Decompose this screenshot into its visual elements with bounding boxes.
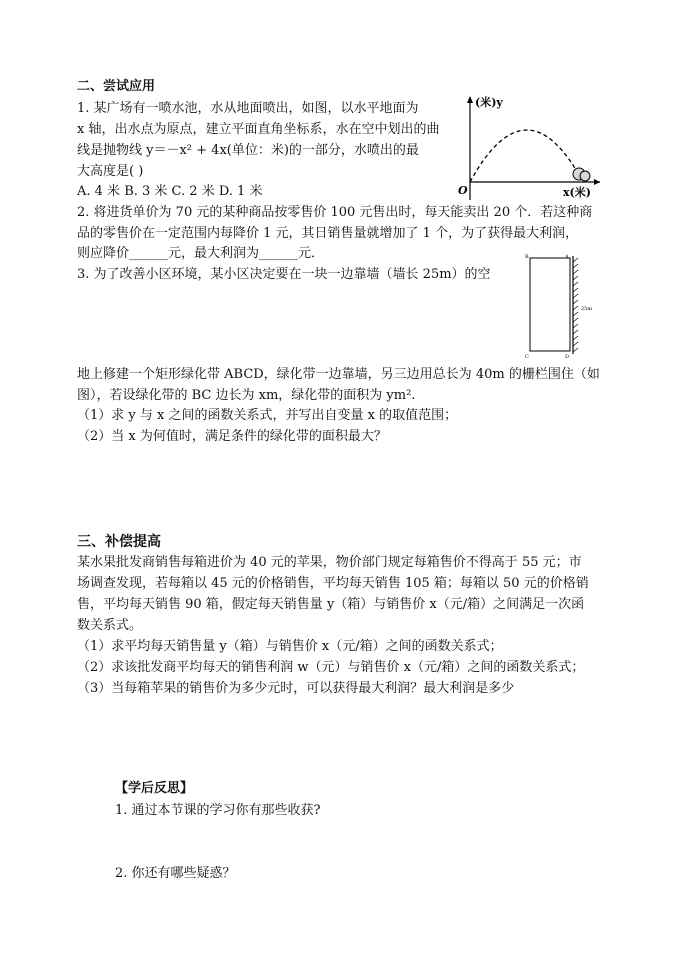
y-axis-arrow xyxy=(467,96,473,103)
q1-line-1: 1. 某广场有一喷水池，水从地面喷出，如图，以水平地面为 xyxy=(77,101,419,116)
s3-line-1: 某水果批发商销售每箱进价为 40 元的苹果，物价部门规定每箱售价不得高于 55 元；市 xyxy=(77,555,582,570)
x-axis-arrow xyxy=(594,179,600,185)
vertex-d-label: D xyxy=(565,354,570,360)
vertex-a-label: A xyxy=(565,254,569,260)
reflection-q1: 1. 通过本节课的学习你有那些收获? xyxy=(115,803,321,818)
y-axis-label: (米)y xyxy=(475,96,503,109)
q2-line-1: 2. 将进货单价为 70 元的某种商品按零售价 100 元售出时，每天能卖出 20 个．若这种商 xyxy=(77,205,593,220)
s3-part-1: （1）求平均每天销售量 y（箱）与销售价 x（元/箱）之间的函数关系式； xyxy=(77,639,503,654)
q3-line-2: 地上修建一个矩形绿化带 ABCD，绿化带一边靠墙，另三边用总长为 40m 的栅栏围住（如 xyxy=(77,367,600,382)
garden-rectangle-figure xyxy=(520,250,620,362)
q1-line-2: x 轴，出水点为原点，建立平面直角坐标系，水在空中划出的曲 xyxy=(77,122,440,137)
reflection-q2: 2. 你还有哪些疑惑？ xyxy=(115,866,236,881)
fountain-parabola-graph xyxy=(455,92,605,204)
garden-rect xyxy=(530,258,570,351)
water-arc xyxy=(470,130,583,182)
q2-line-2: 品的零售价在一定范围内每降价 1 元，其日销售量就增加了 1 个，为了获得最大利润， xyxy=(77,226,579,241)
s3-part-3: （3）当每箱苹果的销售价为多少元时，可以获得最大利润？最大利润是多少 xyxy=(77,681,515,696)
q1-line-3: 线是抛物线 y＝－x² + 4x(单位：米)的一部分，水喷出的最 xyxy=(77,143,419,158)
s3-line-4: 数关系式。 xyxy=(77,618,143,633)
q3-line-3: 图），若设绿化带的 BC 边长为 xm，绿化带的面积为 ym². xyxy=(77,388,416,403)
x-axis-label: x(米) xyxy=(563,186,591,199)
s3-line-3: 售，平均每天销售 90 箱，假定每天销售量 y（箱）与销售价 x（元/箱）之间满足一次函 xyxy=(77,597,585,612)
reflection-heading: 【学后反思】 xyxy=(115,781,194,796)
wall-hatching xyxy=(573,258,578,352)
origin-label: O xyxy=(458,184,468,197)
vertex-c-label: C xyxy=(525,354,529,360)
s3-part-2: （2）求该批发商平均每天的销售利润 w（元）与销售价 x（元/箱）之间的函数关系式； xyxy=(77,660,585,675)
q3-line-1: 3. 为了改善小区环境，某小区决定要在一块一边靠墙（墙长 25m）的空 xyxy=(77,267,491,282)
q1-line-4: 大高度是( ) xyxy=(77,164,144,179)
q3-part-1: （1）求 y 与 x 之间的函数关系式，并写出自变量 x 的取值范围； xyxy=(77,408,458,423)
section-heading-compensation: 三、补偿提高 xyxy=(77,534,161,550)
q3-part-2: （2）当 x 为何值时，满足条件的绿化带的面积最大？ xyxy=(77,429,387,444)
q1-options: A. 4 米 B. 3 米 C. 2 米 D. 1 米 xyxy=(77,184,263,199)
section-heading-try-apply: 二、尝试应用 xyxy=(77,79,156,94)
vertex-b-label: B xyxy=(525,254,529,260)
q2-line-3: 则应降价______元，最大利润为______元． xyxy=(77,246,325,261)
s3-line-2: 场调查发现，若每箱以 45 元的价格销售，平均每天销售 105 箱；每箱以 50 元的价格销 xyxy=(77,576,589,591)
ball-2 xyxy=(580,171,590,181)
wall-length-label: 25m xyxy=(581,306,593,312)
